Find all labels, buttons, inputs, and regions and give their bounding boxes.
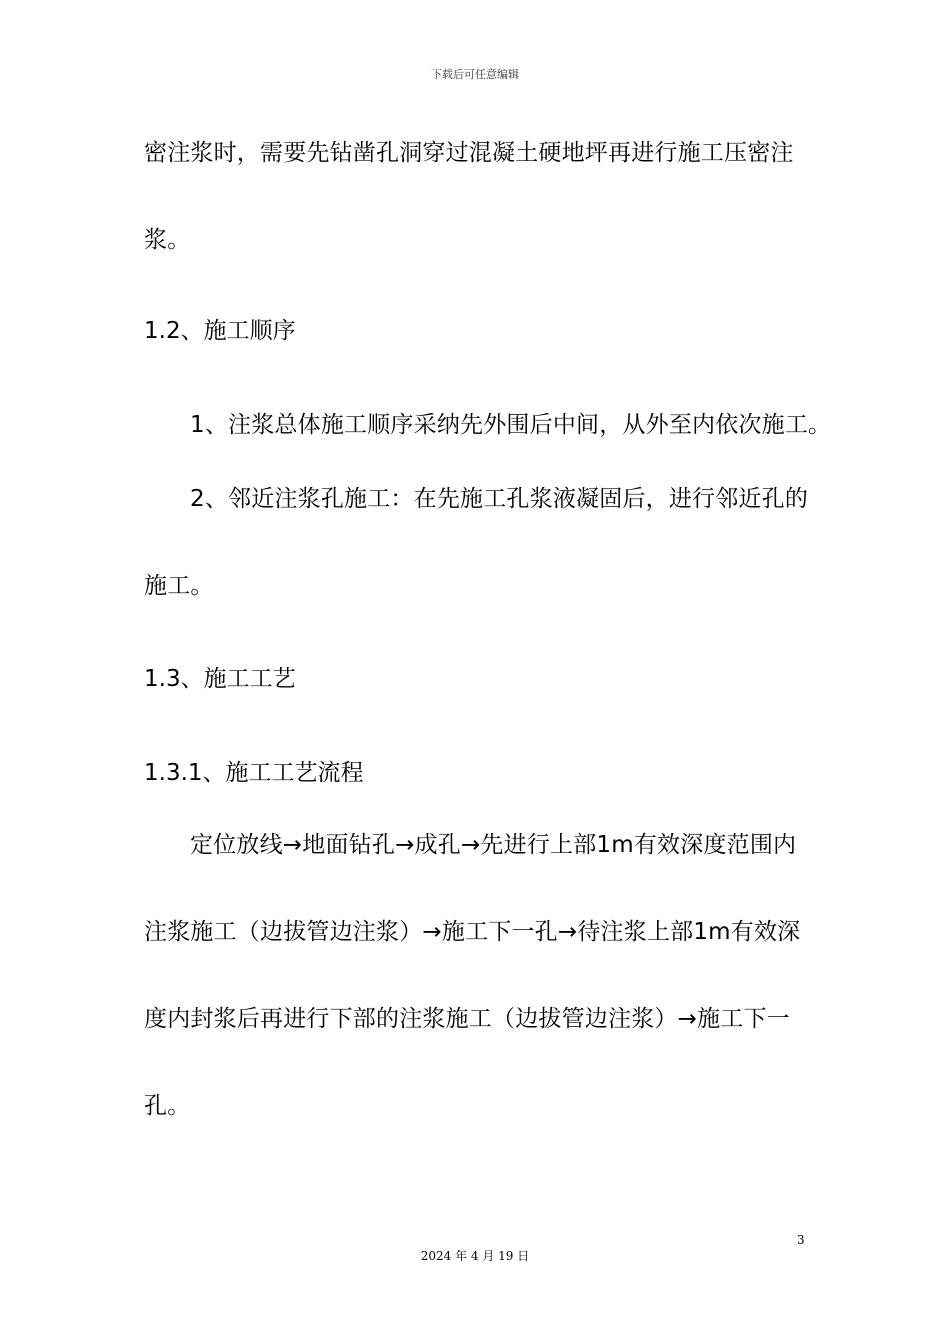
paragraph-line: 浆。 xyxy=(144,227,191,253)
list-item-2: 2、邻近注浆孔施工：在先施工孔浆液凝固后，进行邻近孔的 xyxy=(190,486,809,512)
flow-line: 孔。 xyxy=(144,1093,191,1119)
section-heading-1-3-1: 1.3.1、施工工艺流程 xyxy=(144,760,364,786)
header-note: 下载后可任意编辑 xyxy=(431,68,519,81)
section-heading-1-3: 1.3、施工工艺 xyxy=(144,666,296,692)
list-item-1: 1、注浆总体施工顺序采纳先外围后中间，从外至内依次施工。 xyxy=(190,412,832,438)
flow-line: 注浆施工（边拔管边注浆）→施工下一孔→待注浆上部1m有效深 xyxy=(144,919,801,945)
footer-date: 2024 年 4 月 19 日 xyxy=(420,1249,530,1263)
section-heading-1-2: 1.2、施工顺序 xyxy=(144,318,296,344)
page-number: 3 xyxy=(797,1233,805,1247)
flow-line: 度内封浆后再进行下部的注浆施工（边拔管边注浆）→施工下一 xyxy=(144,1006,790,1032)
paragraph-line: 施工。 xyxy=(144,573,214,599)
flow-line: 定位放线→地面钻孔→成孔→先进行上部1m有效深度范围内 xyxy=(190,832,797,858)
paragraph-line: 密注浆时，需要先钻凿孔洞穿过混凝土硬地坪再进行施工压密注 xyxy=(144,140,794,166)
